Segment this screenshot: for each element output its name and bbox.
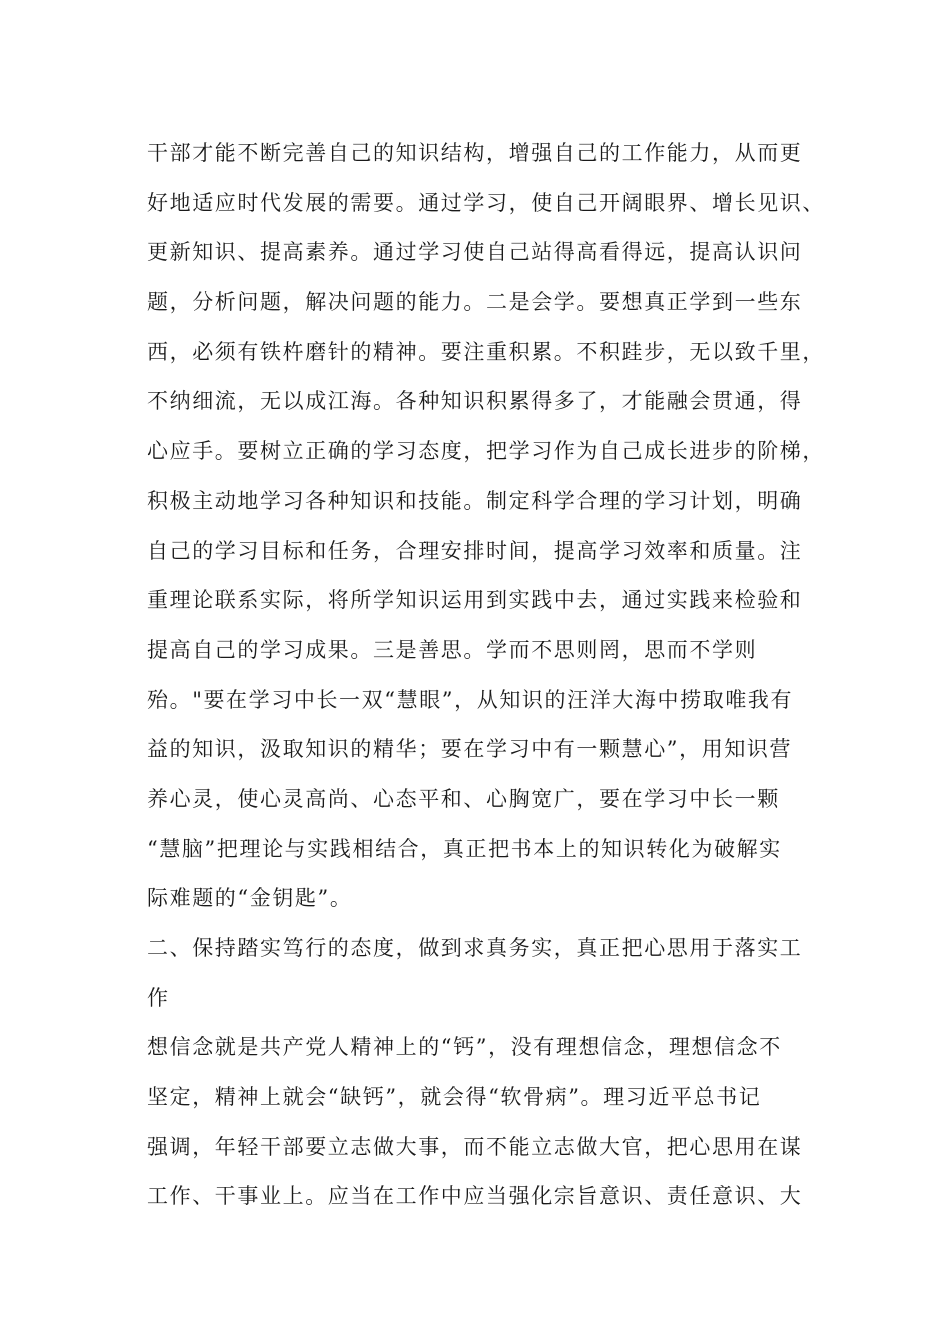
body-text: [147, 133, 827, 1226]
text-line: 题，分析问题，解决问题的能力。二是会学。要想真正学到一些东: [147, 290, 803, 315]
text-line: 西，必须有铁杵磨针的精神。要注重积累。不积跬步，无以致千里，: [147, 339, 825, 364]
text-line: 想信念就是共产党人精神上的“钙”，没有理想信念，理想信念不: [147, 1035, 782, 1060]
text-line: “慧脑”把理论与实践相结合，真正把书本上的知识转化为破解实: [147, 836, 782, 861]
text-line: 好地适应时代发展的需要。通过学习，使自己开阔眼界、增长见识、: [147, 190, 825, 215]
section-heading-line: 作: [147, 985, 170, 1010]
text-line: 重理论联系实际，将所学知识运用到实践中去，通过实践来检验和: [147, 588, 803, 613]
text-line: 心应手。要树立正确的学习态度，把学习作为自己成长进步的阶梯，: [147, 439, 825, 464]
text-line: 工作、干事业上。应当在工作中应当强化宗旨意识、责任意识、大: [147, 1184, 803, 1209]
text-line: 自己的学习目标和任务，合理安排时间，提高学习效率和质量。注: [147, 538, 803, 563]
text-line: 干部才能不断完善自己的知识结构，增强自己的工作能力，从而更: [147, 141, 803, 165]
text-line: 殆。"要在学习中长一双“慧眼”，从知识的汪洋大海中捞取唯我有: [147, 687, 794, 712]
text-line: 不纳细流，无以成江海。各种知识积累得多了，才能融会贯通，得: [147, 389, 803, 414]
section-heading-line: 二、保持踏实笃行的态度，做到求真务实，真正把心思用于落实工: [147, 936, 803, 960]
text-line: 积极主动地学习各种知识和技能。制定科学合理的学习计划，明确: [147, 488, 803, 513]
text-line: 益的知识，汲取知识的精华；要在学习中有一颗慧心”，用知识营: [147, 737, 793, 762]
text-line: 更新知识、提高素养。通过学习使自己站得高看得远，提高认识问: [147, 240, 803, 265]
text-line: 强调，年轻干部要立志做大事，而不能立志做大官，把心思用在谋: [147, 1134, 803, 1159]
text-line: 坚定，精神上就会“缺钙”，就会得“软骨病”。理习近平总书记: [147, 1085, 762, 1110]
text-line: 际难题的“金钥匙”。: [147, 886, 353, 911]
text-line: 提高自己的学习成果。三是善思。学而不思则罔，思而不学则: [147, 637, 758, 662]
text-line: 养心灵，使心灵高尚、心态平和、心胸宽广，要在学习中长一颗: [147, 786, 780, 811]
